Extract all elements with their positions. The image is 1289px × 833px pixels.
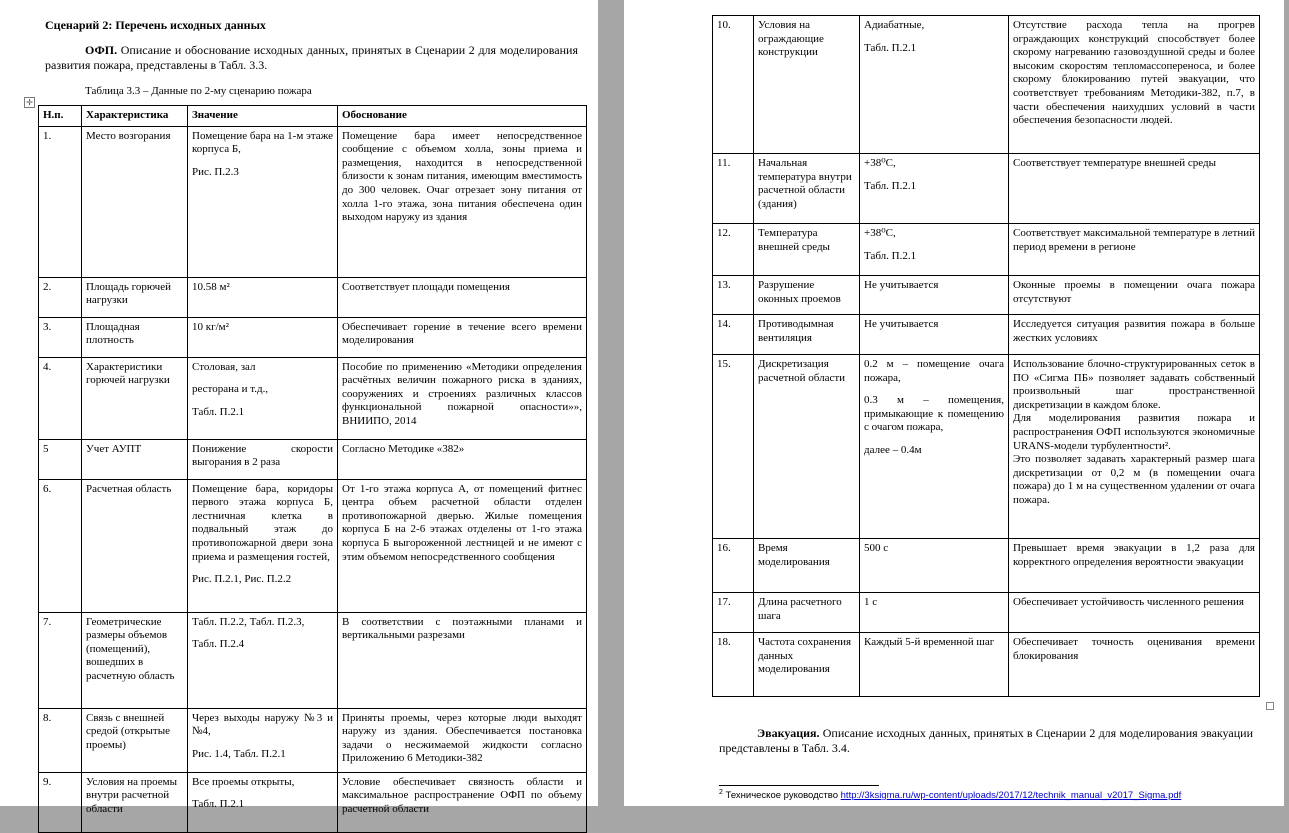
value-line: +38⁰С, [864,157,896,169]
document-page-right [624,0,1284,806]
intro-paragraph [45,43,578,73]
line-gap [192,397,333,406]
row-number: 11. [713,154,754,224]
row-justification: Соответствует площади помещения [338,277,587,317]
value-line: ресторана и т.д., [192,383,269,396]
data-table-right [712,15,1260,697]
table-row [39,439,587,479]
row-value [188,357,338,439]
footnote-mark: 2 [719,788,723,796]
row-justification: В соответствии с поэтажными планами и вертикальными разрезами [338,612,587,708]
value-line: далее – 0.4м [864,443,922,456]
row-justification: Превышает время эвакуации в 1,2 раза для корректного определения вероятности эвакуации [1009,539,1260,593]
table-row [713,224,1260,276]
row-characteristic: Учет АУПТ [82,439,188,479]
header-number: Н.п. [39,106,82,127]
value-line: Табл. П.2.2, Табл. П.2.3, [192,615,305,628]
row-value [860,633,1009,697]
footnote-separator [719,785,879,786]
row-characteristic: Место возгорания [82,126,188,277]
row-value [860,539,1009,593]
header-justification: Обоснование [338,106,587,127]
value-line: Помещение бара на 1-м этаже корпуса Б, [192,129,333,156]
value-line: Табл. П.2.1 [864,249,917,262]
row-number: 10. [713,16,754,154]
line-gap [192,564,333,573]
table-row [713,315,1260,355]
value-line: Понижение скорости выгорания в 2 раза [192,442,333,469]
evac-text: Описание исходных данных, принятых в Сценарии 2 для моделирования эвакуации представлены в Табл. 3.4. [719,726,1253,755]
line-gap [864,435,1004,444]
value-line: Рис. П.2.3 [192,165,239,178]
evac-bold: Эвакуация. [757,726,820,740]
table-row [39,317,587,357]
justification-paragraph: Для моделирования развития пожара и распространения ОФП используются экономичные URANS-модели турбулентности². [1013,412,1255,452]
intro-bold: ОФП. [85,43,118,57]
line-gap [192,157,333,166]
row-number: 14. [713,315,754,355]
row-characteristic: Начальная температура внутри расчетной области (здания) [754,154,860,224]
table-row [39,772,587,832]
row-characteristic: Длина расчетного шага [754,593,860,633]
value-line: Рис. П.2.1, Рис. П.2.2 [192,573,292,586]
table-row [39,479,587,612]
row-value [860,154,1009,224]
table-row [713,633,1260,697]
line-gap [864,171,1004,180]
value-line: 10 кг/м² [192,320,229,333]
row-characteristic: Площадь горючей нагрузки [82,277,188,317]
row-value [188,708,338,772]
value-line: Табл. П.2.1 [192,405,245,418]
table-resize-handle[interactable] [1266,702,1274,710]
section-title: Сценарий 2: Перечень исходных данных [45,18,266,32]
row-number: 12. [713,224,754,276]
row-number: 4. [39,357,82,439]
row-justification: От 1-го этажа корпуса А, от помещений фитнес центра объем расчетной области отделен противопожарной дверью. Жилые помещения корпуса Б на 2-6 этажах отделены от 1-го этажа корпуса Б выгороженной лестницей и не имеют с этим объемом непосредственного сообщения [338,479,587,612]
row-justification: Условие обеспечивает связность области и максимальное распространение ОФП по объему расчетной области [338,772,587,832]
table-row [39,277,587,317]
value-line: Адиабатные, [864,19,925,31]
value-line: Помещение бара, коридоры первого этажа корпуса Б, лестничная клетка в подвальный этаж до противопожарной двери зона приема и размещения гостей, [192,482,333,563]
row-number: 5 [39,439,82,479]
value-line: Не учитывается [864,318,939,330]
row-value [188,277,338,317]
row-justification: Обеспечивает устойчивость численного решения [1009,593,1260,633]
line-gap [192,789,333,798]
row-characteristic: Частота сохранения данных моделирования [754,633,860,697]
line-gap [864,33,1004,42]
row-characteristic: Условия на проемы внутри расчетной области [82,772,188,832]
row-justification [1009,355,1260,539]
table-row [39,126,587,277]
value-line: 0.2 м – помещение очага пожара, [864,358,1004,384]
value-line: Не учитывается [864,279,939,291]
value-line: Табл. П.2.1 [864,41,917,54]
value-line: 1 с [864,596,878,608]
table-row [713,16,1260,154]
header-characteristic: Характеристика [82,106,188,127]
table-row [39,357,587,439]
row-number: 2. [39,277,82,317]
value-line: Все проемы открыты, [192,775,295,788]
line-gap [192,739,333,748]
row-justification: Оконные проемы в помещении очага пожара отсутствуют [1009,276,1260,315]
justification-paragraph: Это позволяет задавать характерный размер шага дискретизации от 0,2 м (в помещении очага пожара) до 1 м на существенном удалении от очага пожара. [1013,453,1255,506]
row-number: 7. [39,612,82,708]
row-number: 15. [713,355,754,539]
row-justification: Пособие по применению «Методики определения расчётных величин пожарного риска в зданиях, сооружениях и строениях различных классов функциональной пожарной опасности»», ВНИИПО, 2014 [338,357,587,439]
row-characteristic: Расчетная область [82,479,188,612]
value-line: Табл. П.2.4 [192,638,245,651]
row-characteristic: Время моделирования [754,539,860,593]
line-gap [864,241,1004,250]
row-number: 18. [713,633,754,697]
row-justification: Соответствует температуре внешней среды [1009,154,1260,224]
row-characteristic: Условия на ограждающие конструкции [754,16,860,154]
row-value [188,317,338,357]
table-header-row [39,106,587,127]
value-line: +38⁰С, [864,227,896,239]
table-move-handle-icon[interactable]: ✛ [24,97,35,108]
row-value [860,224,1009,276]
table-row [39,612,587,708]
row-value [188,612,338,708]
header-value: Значение [188,106,338,127]
value-line: Табл. П.2.1 [192,798,245,811]
table-row [713,593,1260,633]
row-number: 8. [39,708,82,772]
value-line: Столовая, зал [192,360,256,373]
row-justification: Приняты проемы, через которые люди выходят наружу из здания. Обеспечивается постановка задачи о несжимаемой жидкости согласно Приложению 6 Методики-382 [338,708,587,772]
row-characteristic: Температура внешней среды [754,224,860,276]
row-justification: Отсутствие расхода тепла на прогрев ограждающих конструкций способствует более скорому нагреванию газовоздушной среды и более высоким скоростям тепломассопереноса, и более скорому блокированию путей эвакуации, что соответствует требованиям Методики-382, п.7, в части обеспечения наихудших условий в части обеспечения безопасности людей. [1009,16,1260,154]
row-value [860,355,1009,539]
row-number: 9. [39,772,82,832]
value-line: Рис. 1.4, Табл. П.2.1 [192,747,286,760]
row-number: 6. [39,479,82,612]
value-line: 0.3 м – помещения, примыкающие к помещению с очагом пожара, [864,394,1004,434]
row-characteristic: Площадная плотность [82,317,188,357]
line-gap [192,629,333,638]
row-number: 13. [713,276,754,315]
row-justification: Соответствует максимальной температуре в летний период времени в регионе [1009,224,1260,276]
value-line: 10.58 м² [192,280,230,293]
table-row [713,276,1260,315]
table-row [39,708,587,772]
row-number: 17. [713,593,754,633]
justification-paragraph: Использование блочно-структурированных сеток в ПО «Сигма ПБ» позволяет задавать собственный произвольный шаг пространственной дискретизации в каждом блоке. [1013,358,1255,411]
row-justification: Обеспечивает точность оценивания времени блокирования [1009,633,1260,697]
row-characteristic: Противодымная вентиляция [754,315,860,355]
row-characteristic: Разрушение оконных проемов [754,276,860,315]
row-number: 3. [39,317,82,357]
table-row [713,539,1260,593]
intro-text: Описание и обоснование исходных данных, принятых в Сценарии 2 для моделирования развития пожара, представлены в Табл. 3.3. [45,43,578,72]
row-value [188,439,338,479]
row-value [188,772,338,832]
row-characteristic: Геометрические размеры объемов (помещений), вошедших в расчетную область [82,612,188,708]
table-row [713,154,1260,224]
row-number: 1. [39,126,82,277]
footnote-text: Техническое руководство [722,790,841,801]
row-value [860,16,1009,154]
value-line: Через выходы наружу №3 и №4, [192,711,333,738]
row-value [188,126,338,277]
footnote [719,790,1181,801]
data-table-left [38,105,587,833]
row-characteristic: Характеристики горючей нагрузки [82,357,188,439]
table-row [713,355,1260,539]
line-gap [864,385,1004,394]
row-justification: Согласно Методике «382» [338,439,587,479]
row-characteristic: Дискретизация расчетной области [754,355,860,539]
evacuation-paragraph [719,726,1253,756]
row-justification: Исследуется ситуация развития пожара в больше жестких условиях [1009,315,1260,355]
footnote-link[interactable]: http://3ksigma.ru/wp-content/uploads/2017/12/technik_manual_v2017_Sigma.pdf [840,790,1182,801]
row-characteristic: Связь с внешней средой (открытые проемы) [82,708,188,772]
line-gap [192,374,333,383]
value-line: 500 с [864,542,889,554]
row-justification: Обеспечивает горение в течение всего времени моделирования [338,317,587,357]
table-caption: Таблица 3.3 – Данные по 2-му сценарию пожара [85,85,312,97]
row-number: 16. [713,539,754,593]
value-line: Табл. П.2.1 [864,179,917,192]
row-value [860,276,1009,315]
row-value [860,593,1009,633]
row-justification: Помещение бара имеет непосредственное сообщение с объемом холла, зоны приема и размещения, находится в непосредственной близости к зонам питания, имеющим вместимость до 300 человек. Очаг отрезает зону питания от холла 1-го этажа, зона питания обеспечена один выходом наружу из здания [338,126,587,277]
document-page-left [0,0,598,815]
row-value [860,315,1009,355]
value-line: Каждый 5-й временной шаг [864,636,995,648]
row-value [188,479,338,612]
